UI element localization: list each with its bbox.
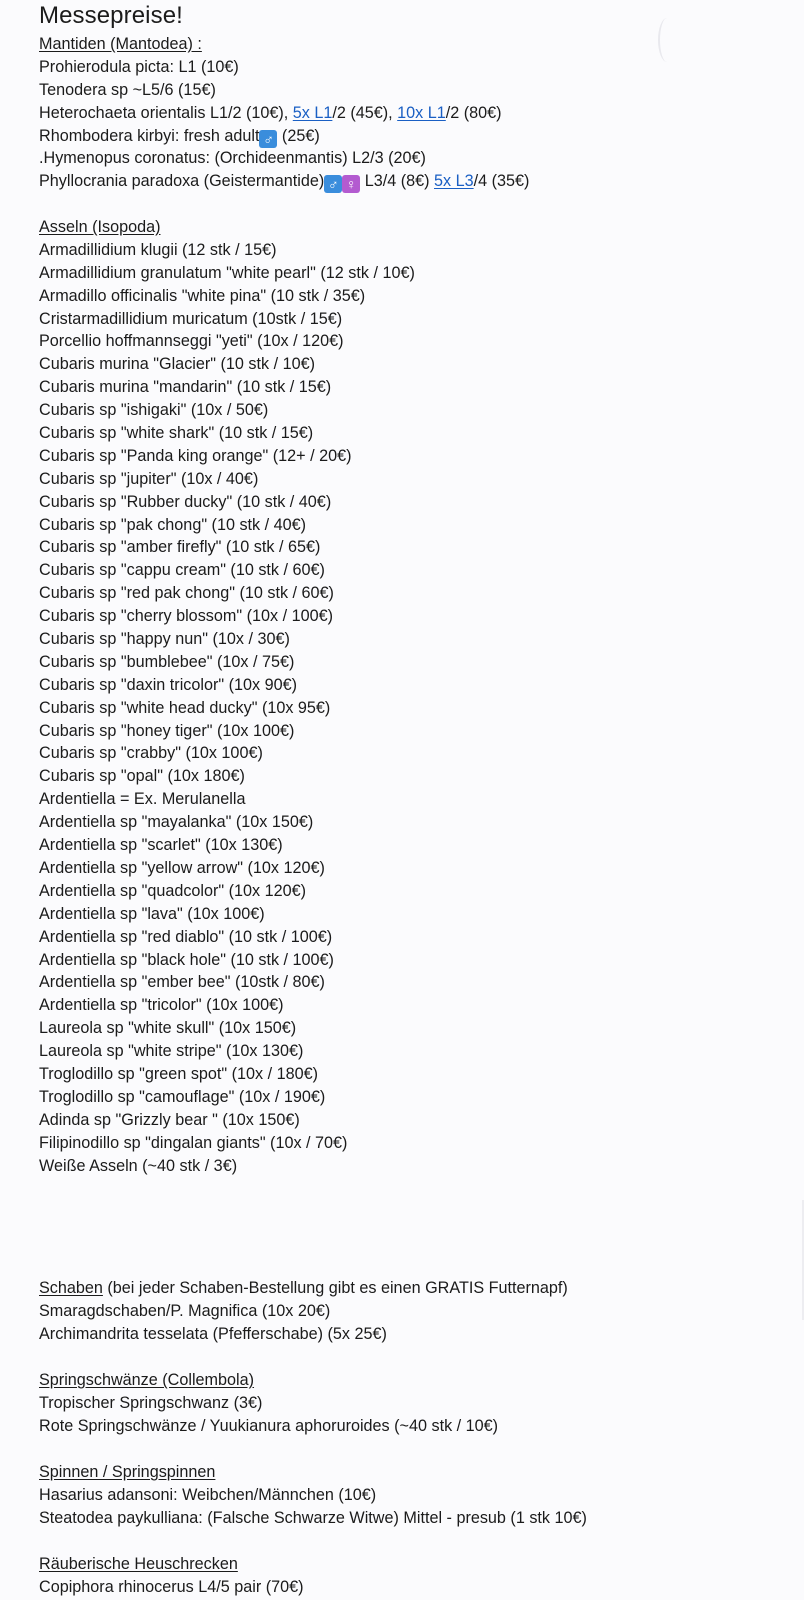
list-item: Cubaris sp "Rubber ducky" (10 stk / 40€)	[39, 492, 332, 511]
isopods-heading: Asseln (Isopoda)	[39, 218, 161, 236]
list-item: Cubaris sp "ishigaki" (10x / 50€)	[39, 401, 269, 420]
link-10x-l1[interactable]: 10x L1	[397, 103, 446, 122]
list-item: Cubaris sp "opal" (10x 180€)	[39, 767, 245, 786]
male-sign-icon: ♂	[324, 175, 342, 193]
springtails-section	[39, 1369, 498, 1438]
list-item: Ardentiella sp "yellow arrow" (10x 120€)	[39, 858, 325, 877]
katydids-section	[39, 1553, 304, 1599]
list-item: Cubaris sp "amber firefly" (10 stk / 65€)	[39, 538, 321, 557]
list-item: Cubaris sp "jupiter" (10x / 40€)	[39, 469, 259, 488]
list-item: Weiße Asseln (~40 stk / 3€)	[39, 1156, 238, 1175]
list-item: Troglodillo sp "camouflage" (10x / 190€)	[39, 1087, 326, 1106]
list-item: Ardentiella sp "lava" (10x 100€)	[39, 904, 265, 923]
list-item: Ardentiella sp "red diablo" (10 stk / 100€)	[39, 927, 333, 946]
list-item: Heterochaeta orientalis L1/2 (10€), 5x L1/2 (45€), 10x L1/2 (80€)	[39, 103, 502, 122]
list-item: Cubaris sp "honey tiger" (10x 100€)	[39, 721, 295, 740]
list-item: Rhombodera kirbyi: fresh adult ♂ (25€)	[39, 126, 320, 147]
list-item: Cubaris sp "cherry blossom" (10x / 100€)	[39, 607, 333, 626]
mantids-section	[39, 33, 529, 193]
list-item: Cubaris sp "red pak chong" (10 stk / 60€)	[39, 584, 334, 603]
springtails-list	[39, 1392, 498, 1438]
link-5x-l1[interactable]: 5x L1	[292, 103, 333, 122]
list-item: Ardentiella sp "mayalanka" (10x 150€)	[39, 813, 314, 832]
list-item: Ardentiella = Ex. Merulanella	[39, 790, 246, 809]
list-item: Cubaris sp "pak chong" (10 stk / 40€)	[39, 515, 307, 534]
isopods-section	[39, 216, 415, 1177]
list-item: Cubaris sp "daxin tricolor" (10x 90€)	[39, 675, 298, 694]
list-item: Cubaris sp "Panda king orange" (12+ / 20€)	[39, 446, 352, 465]
list-item: Ardentiella sp "scarlet" (10x 130€)	[39, 836, 283, 855]
list-item: Cubaris sp "cappu cream" (10 stk / 60€)	[39, 561, 325, 580]
springtails-heading: Springschwänze (Collembola)	[39, 1371, 255, 1389]
list-item: Cubaris sp "crabby" (10x 100€)	[39, 744, 263, 763]
page-title: Messepreise!	[39, 2, 183, 29]
list-item: Cubaris murina "mandarin" (10 stk / 15€)	[39, 378, 332, 397]
roaches-section	[39, 1277, 568, 1346]
list-item: Ardentiella sp "black hole" (10 stk / 100€)	[39, 950, 334, 969]
list-item: Cubaris sp "bumblebee" (10x / 75€)	[39, 652, 295, 671]
roaches-list	[39, 1300, 568, 1346]
list-item: Tenodera sp ~L5/6 (15€)	[39, 80, 216, 99]
list-item: Rote Springschwänze / Yuukianura aphoruroides (~40 stk / 10€)	[39, 1416, 499, 1435]
list-item: Filipinodillo sp "dingalan giants" (10x / 70€)	[39, 1133, 348, 1152]
spiders-heading: Spinnen / Springspinnen	[39, 1463, 216, 1481]
decorative-arc	[658, 18, 676, 62]
list-item: Cubaris sp "white head ducky" (10x 95€)	[39, 698, 331, 717]
list-item: Copiphora rhinocerus L4/5 pair (70€)	[39, 1577, 304, 1596]
list-item: Tropischer Springschwanz (3€)	[39, 1393, 263, 1412]
katydids-list	[39, 1576, 304, 1599]
male-sign-icon: ♂	[259, 130, 277, 148]
list-item: Armadillidium granulatum "white pearl" (12 stk / 10€)	[39, 263, 415, 282]
list-item: Adinda sp "Grizzly bear " (10x 150€)	[39, 1110, 300, 1129]
list-item: Laureola sp "white stripe" (10x 130€)	[39, 1042, 304, 1061]
list-item: Smaragdschaben/P. Magnifica (10x 20€)	[39, 1301, 331, 1320]
list-item: Cristarmadillidium muricatum (10stk / 15€)	[39, 309, 343, 328]
list-item: Archimandrita tesselata (Pfefferschabe) (5x 25€)	[39, 1324, 387, 1343]
list-item: Hasarius adansoni: Weibchen/Männchen (10€)	[39, 1485, 377, 1504]
list-item: Laureola sp "white skull" (10x 150€)	[39, 1019, 297, 1038]
list-item: Porcellio hoffmannseggi "yeti" (10x / 120€)	[39, 332, 344, 351]
link-5x-l3[interactable]: 5x L3	[434, 172, 474, 191]
roaches-heading: Schaben (bei jeder Schaben-Bestellung gibt es einen GRATIS Futternapf)	[39, 1279, 568, 1297]
list-item: .Hymenopus coronatus: (Orchideenmantis) L2/3 (20€)	[39, 149, 426, 168]
list-item: Steatodea paykulliana: (Falsche Schwarze Witwe) Mittel - presub (1 stk 10€)	[39, 1508, 587, 1527]
list-item: Armadillidium klugii (12 stk / 15€)	[39, 240, 277, 259]
list-item: Ardentiella sp "quadcolor" (10x 120€)	[39, 881, 307, 900]
isopods-list	[39, 239, 415, 1178]
list-item: Ardentiella sp "tricolor" (10x 100€)	[39, 996, 284, 1015]
list-item: Armadillo officinalis "white pina" (10 stk / 35€)	[39, 286, 366, 305]
list-item: Cubaris sp "happy nun" (10x / 30€)	[39, 630, 290, 649]
list-item: Troglodillo sp "green spot" (10x / 180€)	[39, 1064, 319, 1083]
list-item: Cubaris sp "white shark" (10 stk / 15€)	[39, 424, 314, 443]
spiders-section	[39, 1461, 587, 1530]
list-item: Prohierodula picta: L1 (10€)	[39, 57, 239, 76]
female-sign-icon: ♀	[342, 175, 360, 193]
list-item: Phyllocrania paradoxa (Geistermantide) ♂ ♀ L3/4 (8€) 5x L3/4 (35€)	[39, 172, 530, 193]
roaches-heading-note: (bei jeder Schaben-Bestellung gibt es einen GRATIS Futternapf)	[102, 1279, 568, 1297]
spiders-list	[39, 1484, 587, 1530]
list-item: Cubaris murina "Glacier" (10 stk / 10€)	[39, 355, 315, 374]
mantids-heading: Mantiden (Mantodea) :	[39, 35, 202, 53]
list-item: Ardentiella sp "ember bee" (10stk / 80€)	[39, 973, 325, 992]
katydids-heading: Räuberische Heuschrecken	[39, 1555, 238, 1573]
